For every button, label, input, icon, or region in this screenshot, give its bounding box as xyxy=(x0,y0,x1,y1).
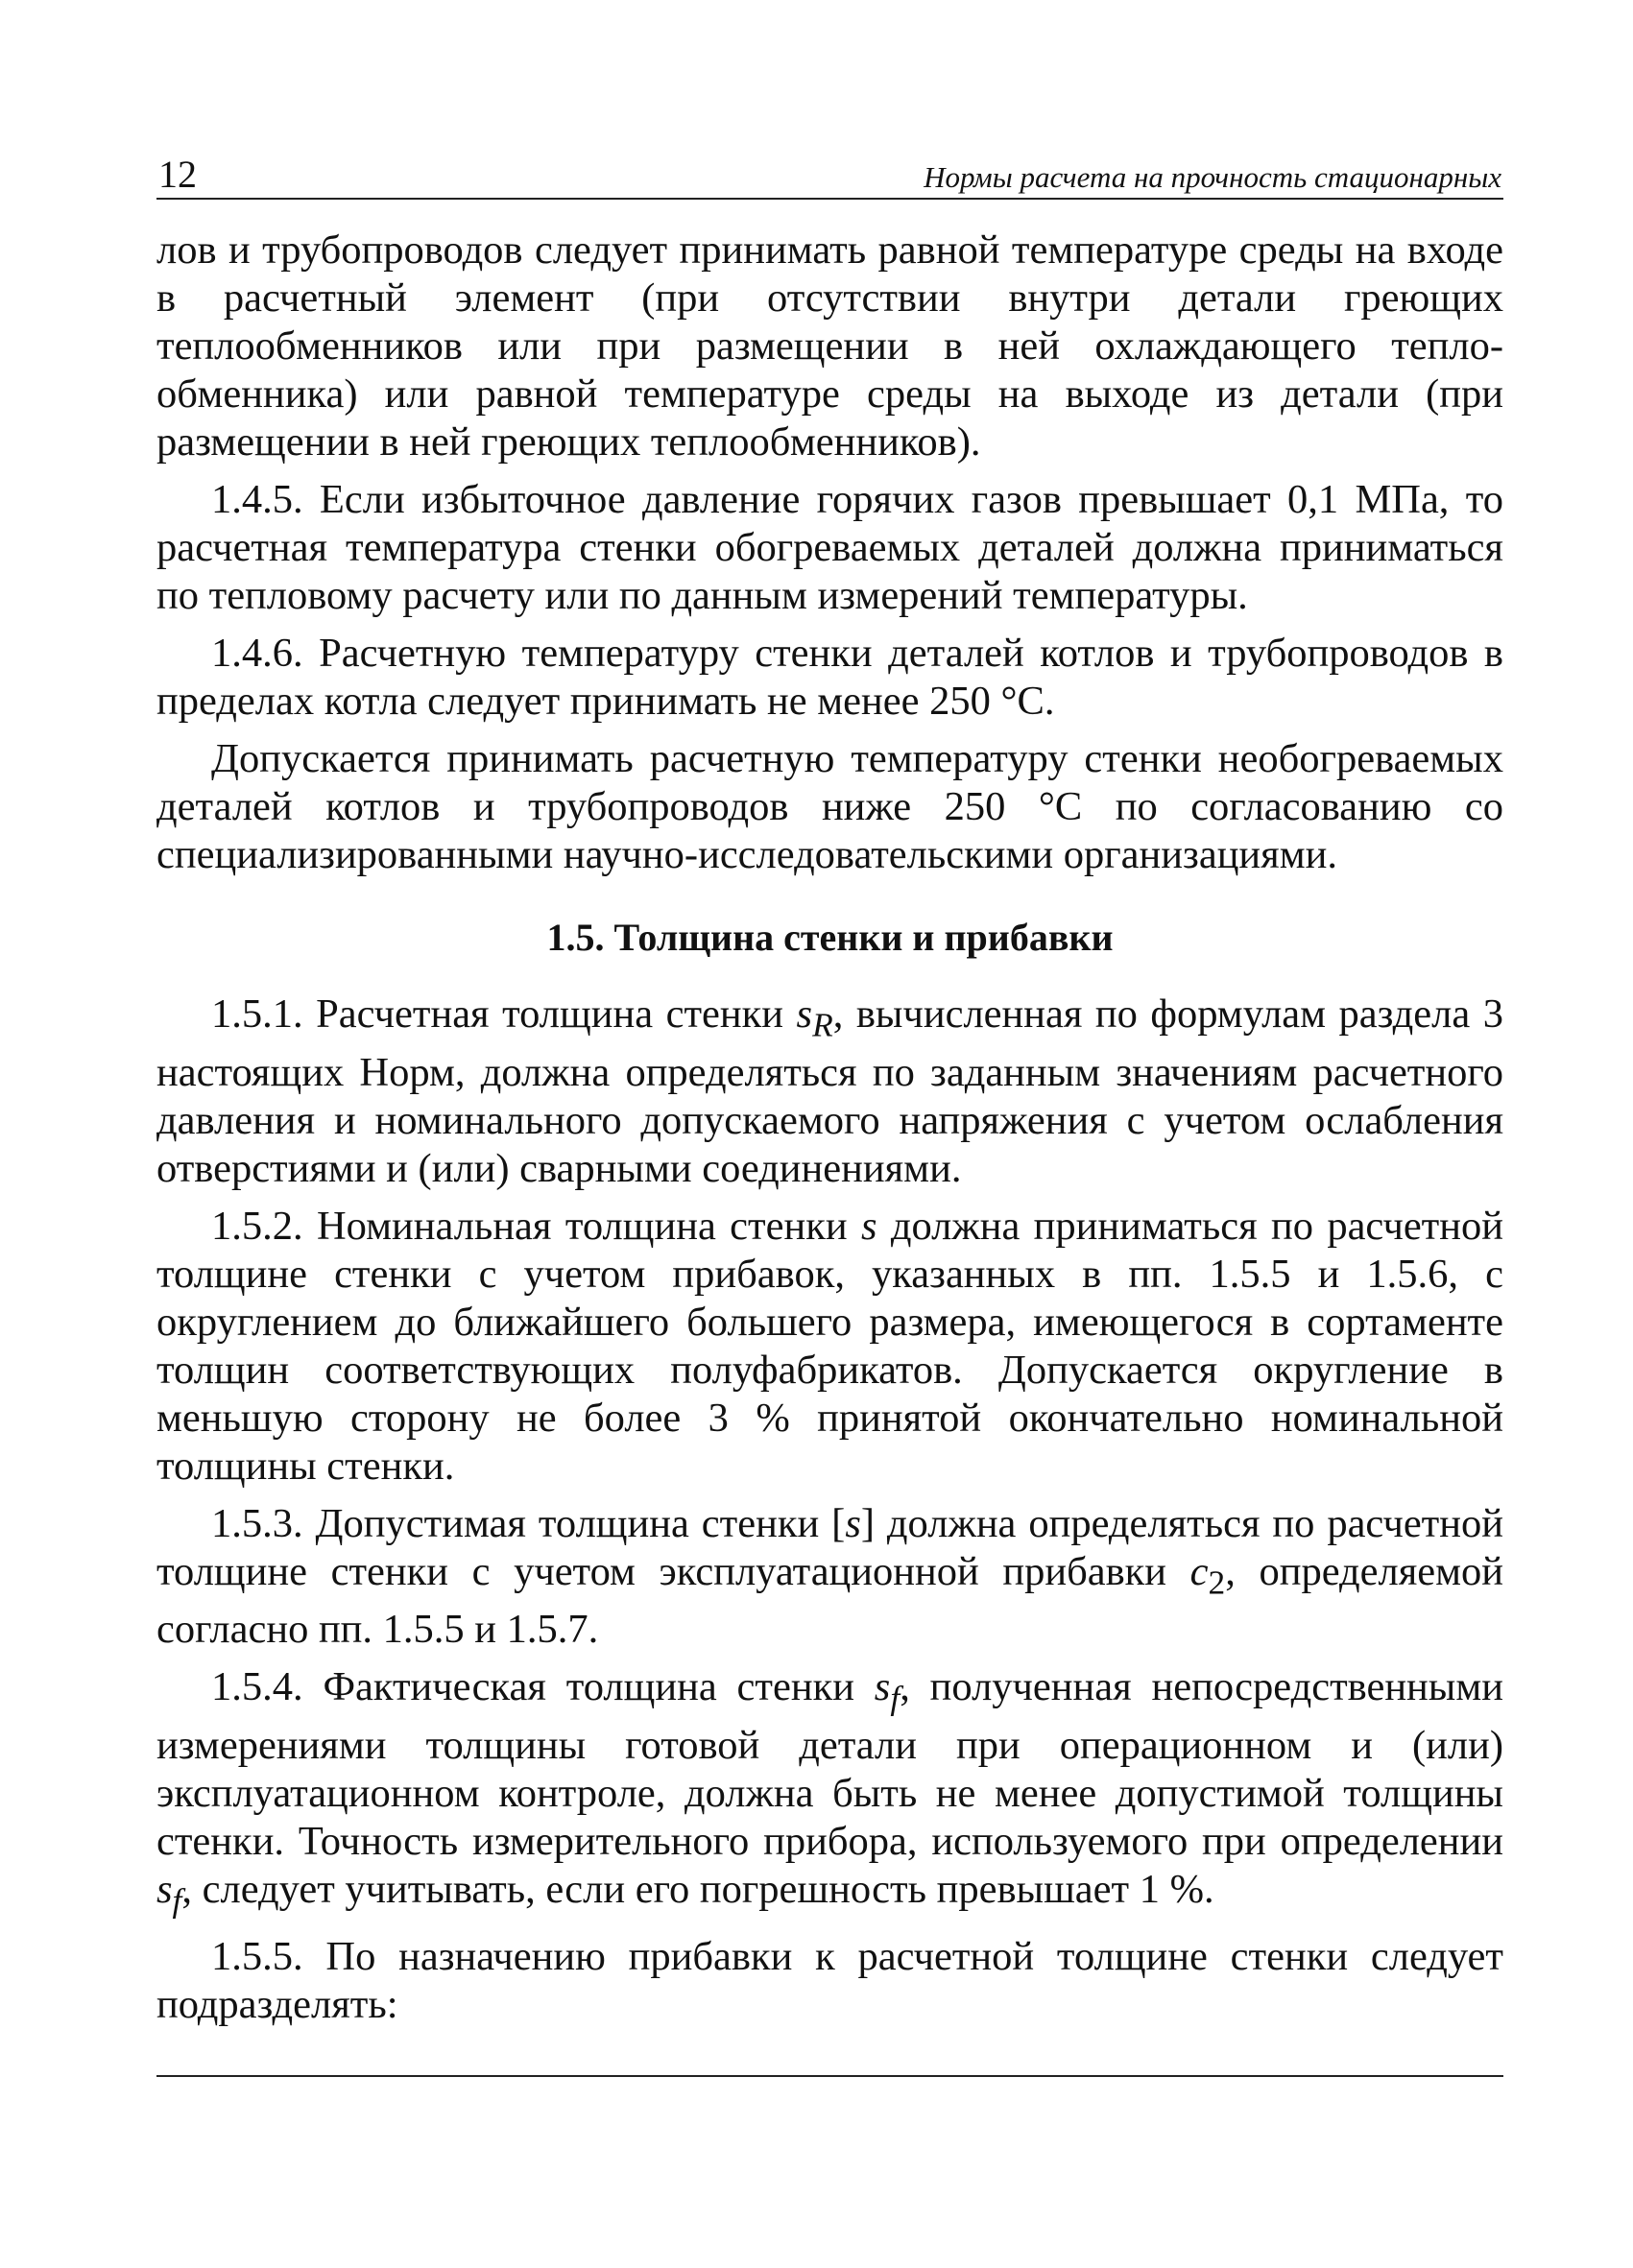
section-title: 1.5. Толщина стенки и прибавки xyxy=(546,916,1114,959)
symbol-s: s xyxy=(874,1664,891,1709)
paragraph-1-5-4 xyxy=(156,1663,1503,1923)
page-body xyxy=(156,227,1503,2029)
subscript-r: R xyxy=(812,1005,833,1044)
paragraph-1-5-1-lead: 1.5.1. Расчетная толщина стенки xyxy=(211,991,797,1037)
symbol-c: c xyxy=(1189,1548,1209,1594)
paragraph-1-5-3 xyxy=(156,1500,1503,1655)
symbol-s: s xyxy=(156,1866,173,1912)
footer-rule xyxy=(156,2075,1503,2077)
paragraph-1-4-5: 1.4.5. Если избыточное давление горячих газов превышает 0,1 МПа, то расчетная температура стенки обогреваемых деталей должна приниматься по тепловому расчету или по данным измерений температуры. xyxy=(156,477,1503,618)
symbol-s: s xyxy=(845,1500,861,1546)
paragraph-1-5-2 xyxy=(156,1203,1503,1491)
paragraph-1-5-4-middle: , полученная непосредственными измерениями толщины готовой детали при операционном и (или) эксплуатационном контроле, должна быть не менее допустимой толщины стенки. Точность измерительного прибора, используемого при определении xyxy=(156,1664,1503,1864)
paragraph-continued: лов и трубопроводов следует принимать равной температуре среды на входе в расчетный элемент (при отсутствии внутри детали греющих теплообменников или при размещении в ней охлаждающего теплообменника) или равной температуре среды на выходе из детали (при размещении в ней греющих теплообменников). xyxy=(156,227,1503,465)
paragraph-1-5-1-rest: , вычисленная по формулам раздела 3 настоящих Норм, должна определяться по заданным значениям расчетного давления и номинального допускаемого напряжения с учетом ослабления отверстиями и (или) сварными соединениями. xyxy=(156,991,1503,1191)
symbol-s: s xyxy=(796,991,813,1037)
paragraph-1-5-2-lead: 1.5.2. Номинальная толщина стенки xyxy=(211,1203,861,1249)
page-number: 12 xyxy=(158,153,197,196)
paragraph-1-5-5: 1.5.5. По назначению прибавки к расчетной толщине стенки следует подразделять: xyxy=(156,1934,1503,2027)
paragraph-1-5-3-middle: ] должна определяться по расчетной толщине стенки с учетом эксплуатационной прибавки xyxy=(156,1500,1503,1594)
paragraph-1-5-3-lead: 1.5.3. Допустимая толщина стенки [ xyxy=(211,1500,846,1546)
paragraph-1-5-3-rest: , определяемой согласно пп. 1.5.5 и 1.5.7. xyxy=(156,1548,1503,1652)
paragraph-1-5-2-rest: должна приниматься по расчетной толщине стенки с учетом прибавок, указанных в пп. 1.5.5 и 1.5.6, с округлением до ближайшего большего размера, имеющегося в сортаменте толщин соответствующих полуфабрикатов. Допускается округление в меньшую сторону не более 3 % принятой окончательно номинальной толщины стенки. xyxy=(156,1203,1503,1489)
paragraph-1-5-1 xyxy=(156,991,1503,1193)
subscript-f: f xyxy=(172,1880,182,1919)
running-title: Нормы расчета на прочность стационарных xyxy=(924,160,1501,194)
paragraph-1-4-6-note: Допускается принимать расчетную температуру стенки необогреваемых деталей котлов и трубопроводов ниже 250 °С по согласованию со специализированными научно-исследовательскими организациями. xyxy=(156,736,1503,877)
subscript-f: f xyxy=(890,1678,901,1717)
paragraph-1-5-4-lead: 1.5.4. Фактическая толщина стенки xyxy=(211,1664,875,1709)
paragraph-1-4-6: 1.4.6. Расчетную температуру стенки деталей котлов и трубопроводов в пределах котла следует принимать не менее 250 °С. xyxy=(156,631,1503,724)
paragraph-1-5-4-rest: , следует учитывать, если его погрешность превышает 1 %. xyxy=(181,1866,1214,1912)
symbol-s: s xyxy=(860,1203,877,1249)
subscript-2: 2 xyxy=(1208,1563,1226,1601)
page-header xyxy=(156,154,1503,200)
